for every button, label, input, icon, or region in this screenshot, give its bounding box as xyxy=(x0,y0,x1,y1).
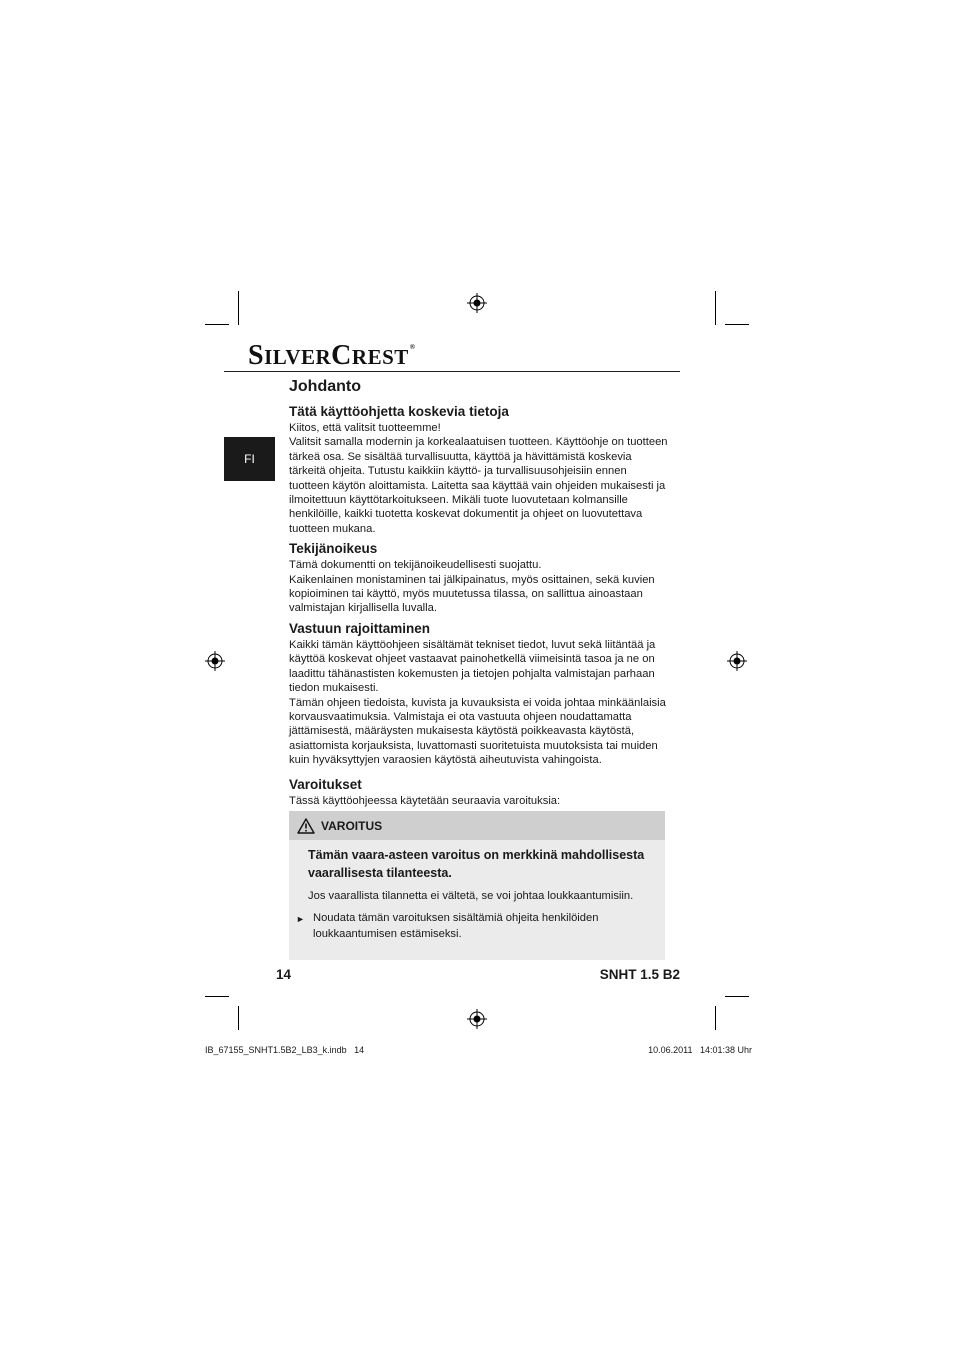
page-title: Johdanto xyxy=(289,378,361,395)
paragraph: Kaikki tämän käyttöohjeen sisältämät tekniset tiedot, luvut sekä liitäntää ja käyttöä koskevat ohjeet vastaavat painohetkellä viimeisintä tasoa ja ne on laadittu tähänastisten kokemusten ja tietojen pohjalta valmistajan parhaan tiedon mukaisesti. xyxy=(289,638,656,695)
crop-mark xyxy=(205,324,229,325)
warning-statement: Tämän vaara-asteen varoitus on merkkinä mahdollisesta vaarallisesta tilanteesta. xyxy=(308,848,645,880)
warning-bullet-text: Noudata tämän varoituksen sisältämiä ohjeita henkilöiden loukkaantumisen estämiseksi. xyxy=(313,912,599,940)
paragraph: Tämä dokumentti on tekijänoikeudellisesti suojattu. xyxy=(289,559,542,572)
arrow-right-icon: ► xyxy=(296,914,305,924)
crop-mark xyxy=(725,996,749,997)
paragraph: Tämän ohjeen tiedoista, kuvista ja kuvauksista ei voida johtaa minkäänlaisia korvausvaatimuksia. Valmistaja ei ota vastuuta ohjeen noudattamatta jättämisestä, määräysten mukaisesta käytöstä poikkeavasta käytöstä, asiattomista korjauksista, luvattomasti suoritetuista muutoksista tai muiden kuin hyväksyttyjen varaosien käytöstä aiheutuvista vahingoista. xyxy=(289,696,666,767)
page-number: 14 xyxy=(276,967,292,982)
main-content xyxy=(289,377,669,808)
warning-label: VAROITUS xyxy=(321,818,383,833)
header-rule xyxy=(224,371,680,372)
model-number: SNHT 1.5 B2 xyxy=(599,967,680,982)
paragraph: Tässä käyttöohjeessa käytetään seuraavia varoituksia: xyxy=(289,794,561,807)
warning-bullet xyxy=(296,910,649,942)
warning-triangle-icon xyxy=(297,818,315,834)
crop-mark xyxy=(715,1006,716,1030)
crop-mark xyxy=(715,291,716,325)
registration-mark-icon xyxy=(727,651,747,671)
section-heading-liability: Vastuun rajoittaminen xyxy=(289,620,431,636)
section-heading-warnings: Varoitukset xyxy=(289,776,362,792)
registration-mark-icon xyxy=(467,1009,487,1029)
language-tab: FI xyxy=(224,437,275,481)
paragraph: Kaikenlainen monistaminen tai jälkipainatus, myös osittainen, sekä kuvien kopioiminen tai käyttö, myös muutetussa tilassa, on sallittua ainoastaan valmistajan kirjallisella luvalla. xyxy=(289,573,655,615)
warning-text: Jos vaarallista tilannetta ei vältetä, se voi johtaa loukkaantumisiin. xyxy=(308,890,634,902)
crop-mark xyxy=(725,324,749,325)
section-heading-info: Tätä käyttöohjetta koskevia tietoja xyxy=(289,404,509,419)
paragraph: Kiitos, että valitsit tuotteemme! xyxy=(289,422,441,434)
crop-mark xyxy=(238,291,239,325)
warning-box xyxy=(289,811,665,960)
brand-logo: SILVERCREST® xyxy=(248,340,416,371)
print-timestamp: 10.06.2011 14:01:38 Uhr xyxy=(648,1045,752,1055)
registration-mark-icon xyxy=(205,651,225,671)
paragraph: Valitsit samalla modernin ja korkealaatuisen tuotteen. Käyttöohje on tuotteen tärkeä osa. Se sisältää turvallisuutta, käyttöä ja hävittämistä koskevia tärkeitä ohjeita. Tutustu kaikkiin käyttö- ja turvallisuusohjeisiin ennen tuotteen käytön aloittamista. Laitetta saa käyttää vain ohjeiden mukaisesti ja ilmoitettuun käyttötarkoitukseen. Mikäli tuote luovutetaan kolmansille henkilöille, kaikki tuotetta koskevat dokumentit ja ohjeet on luovutettava tuotteen mukana. xyxy=(289,436,668,535)
crop-mark xyxy=(205,996,229,997)
registration-mark-icon xyxy=(467,293,487,313)
crop-mark xyxy=(238,1006,239,1030)
section-heading-copyright: Tekijänoikeus xyxy=(289,541,378,557)
print-file-info: IB_67155_SNHT1.5B2_LB3_k.indb 14 xyxy=(205,1045,365,1055)
warning-header xyxy=(289,811,665,840)
